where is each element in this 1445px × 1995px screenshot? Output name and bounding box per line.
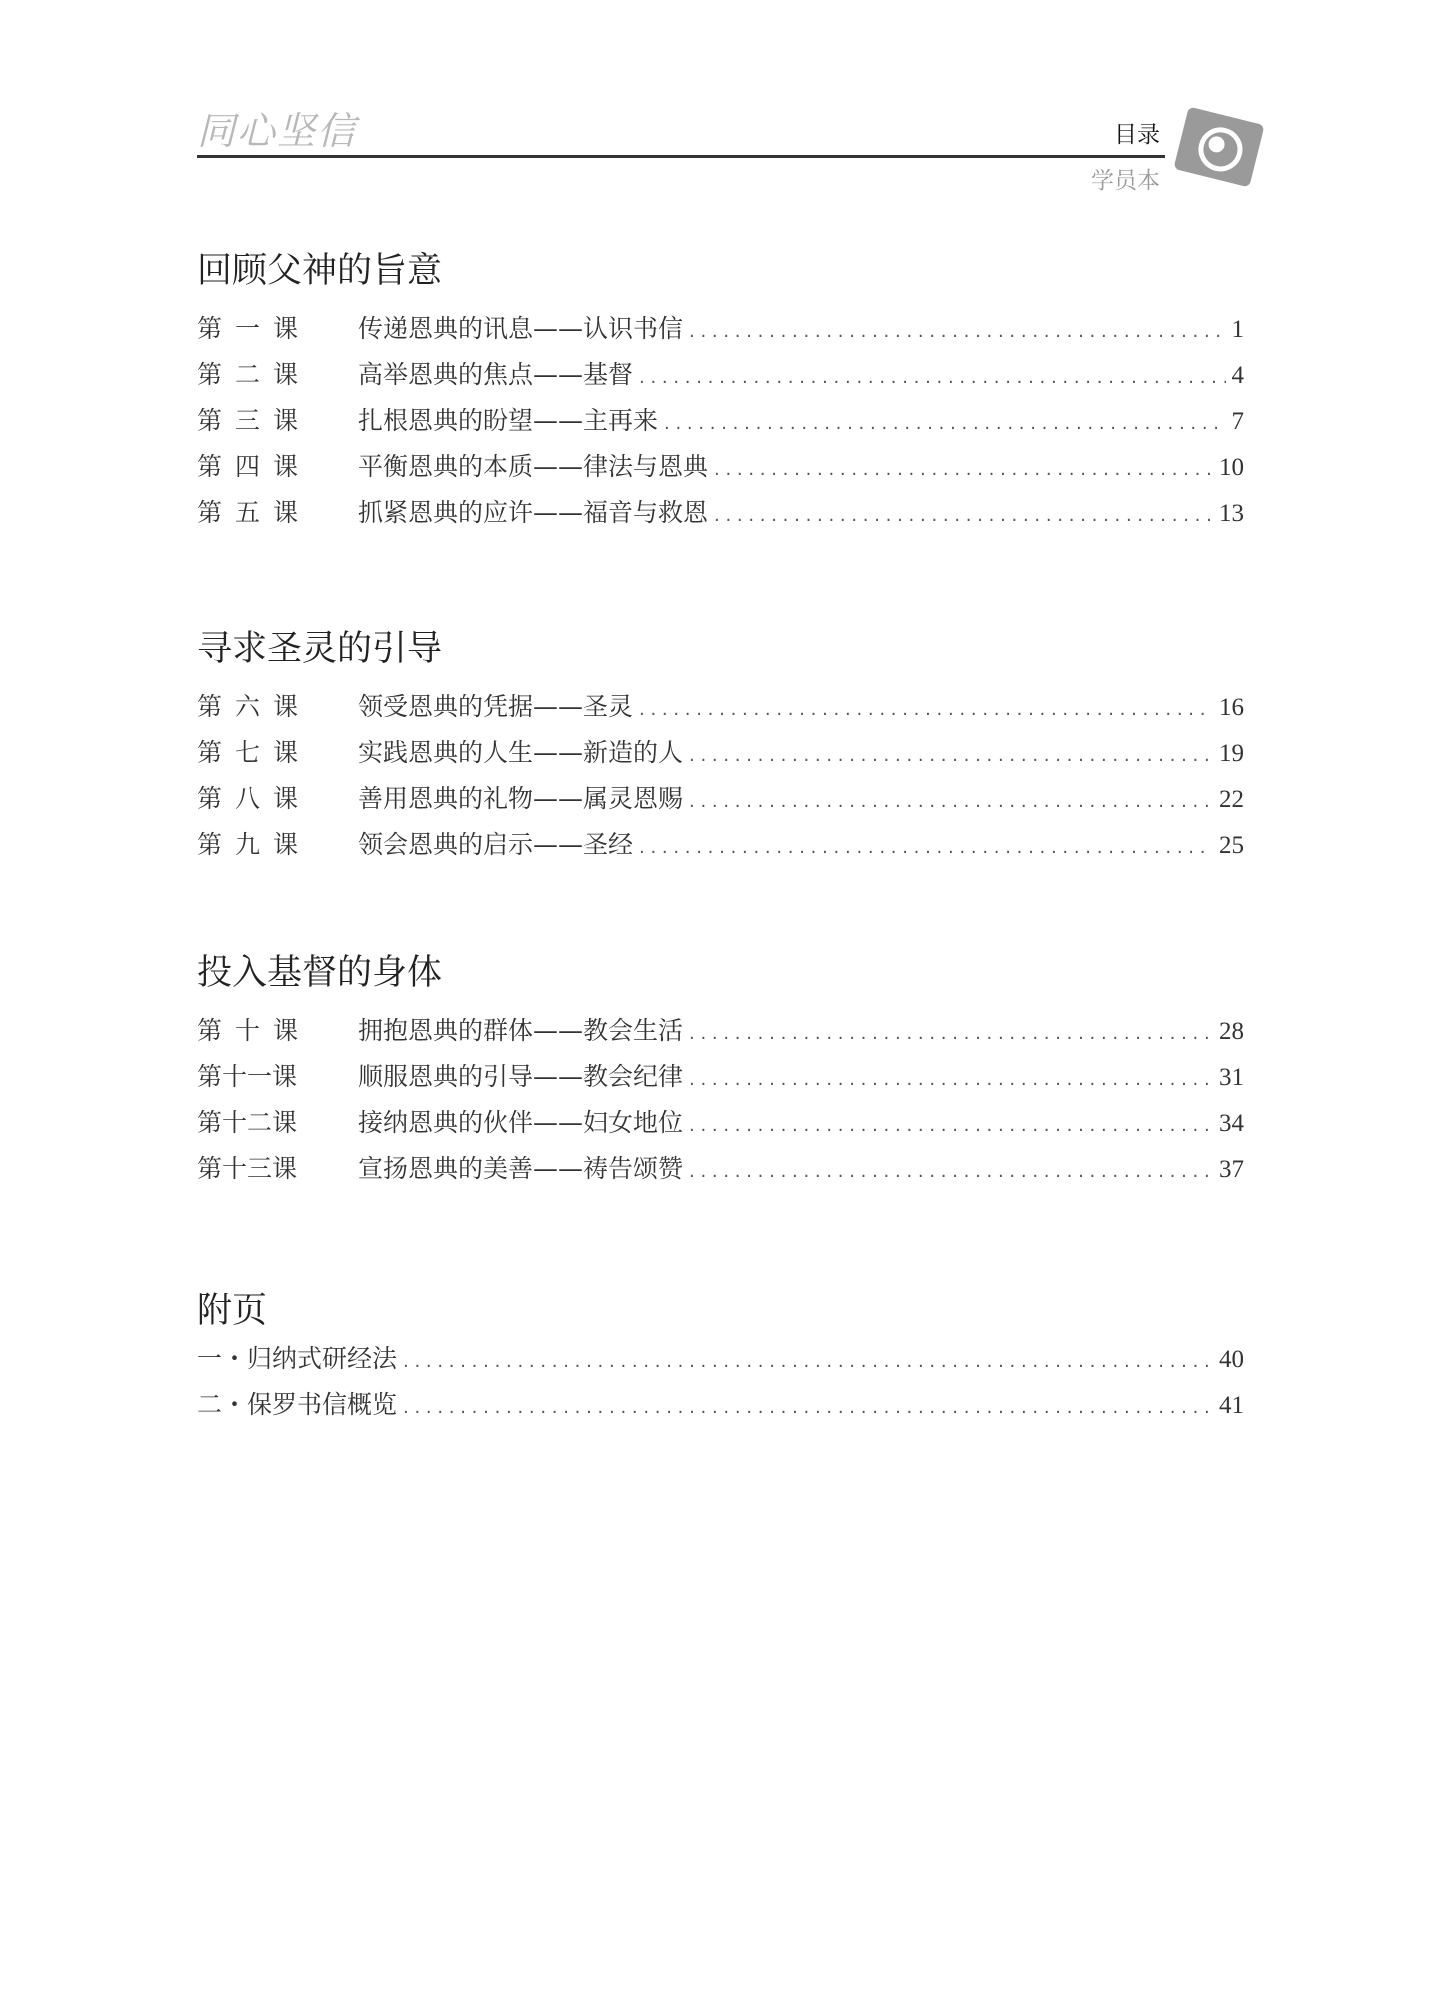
toc-entry[interactable]	[197, 1382, 1244, 1428]
toc-section	[197, 624, 1244, 868]
page-number: 25	[1219, 832, 1244, 859]
entry-title: 传递恩典的讯息——认识书信	[358, 314, 684, 343]
dot-leader	[689, 733, 1213, 779]
dot-leader	[714, 447, 1213, 493]
toc-entry[interactable]	[197, 398, 1244, 444]
entry-title: 高举恩典的焦点——基督	[358, 360, 634, 389]
entry-title: 拥抱恩典的群体——教会生活	[358, 1016, 684, 1045]
entry-title: 领受恩典的凭据——圣灵	[358, 692, 634, 721]
section-title: 附页	[197, 1291, 268, 1331]
lesson-label: 第三课	[197, 406, 312, 435]
lesson-label: 第十三课	[197, 1154, 298, 1183]
page-number: 1	[1231, 316, 1244, 343]
dot-leader	[714, 493, 1213, 539]
entry-title: 二・保罗书信概览	[197, 1390, 398, 1419]
lesson-label: 第六课	[197, 692, 312, 721]
entry-title: 接纳恩典的伙伴——妇女地位	[358, 1108, 684, 1137]
dot-leader	[689, 1149, 1213, 1195]
dot-leader	[689, 779, 1213, 825]
entry-title: 平衡恩典的本质——律法与恩典	[358, 452, 709, 481]
dot-leader	[664, 401, 1225, 447]
dot-leader	[639, 825, 1213, 871]
page-number: 19	[1219, 740, 1244, 767]
entry-title: 实践恩典的人生——新造的人	[358, 738, 684, 767]
header-rule	[197, 155, 1165, 158]
toc-entry[interactable]	[197, 1146, 1244, 1192]
toc-section	[197, 246, 1244, 536]
section-title: 回顾父神的旨意	[197, 251, 443, 291]
toc-entry[interactable]	[197, 306, 1244, 352]
lesson-label: 第十二课	[197, 1108, 298, 1137]
toc-entry[interactable]	[197, 684, 1244, 730]
book-logo: 同心坚信	[197, 109, 358, 153]
dot-leader	[689, 309, 1225, 355]
dot-leader	[403, 1385, 1213, 1431]
lesson-label: 第七课	[197, 738, 312, 767]
toc-entry[interactable]	[197, 490, 1244, 536]
entry-title: 宣扬恩典的美善——祷告颂赞	[358, 1154, 684, 1183]
entry-title: 抓紧恩典的应许——福音与救恩	[358, 498, 709, 527]
entry-title: 一・归纳式研经法	[197, 1344, 398, 1373]
lesson-label: 第一课	[197, 314, 312, 343]
page-number: 7	[1231, 408, 1244, 435]
dot-leader	[689, 1011, 1213, 1057]
toc-entry[interactable]	[197, 822, 1244, 868]
entry-title: 善用恩典的礼物——属灵恩赐	[358, 784, 684, 813]
entry-title: 领会恩典的启示——圣经	[358, 830, 634, 859]
toc-entry[interactable]	[197, 1054, 1244, 1100]
page-number: 34	[1219, 1110, 1244, 1137]
toc-section	[197, 1286, 1244, 1428]
page-number: 37	[1219, 1156, 1244, 1183]
page-number: 28	[1219, 1018, 1244, 1045]
page-number: 10	[1219, 454, 1244, 481]
lesson-label: 第二课	[197, 360, 312, 389]
dot-leader	[639, 355, 1225, 401]
toc-entry[interactable]	[197, 1008, 1244, 1054]
dot-leader	[639, 687, 1213, 733]
dot-leader	[403, 1339, 1213, 1385]
page-number: 22	[1219, 786, 1244, 813]
lesson-label: 第九课	[197, 830, 312, 859]
toc-entry[interactable]	[197, 730, 1244, 776]
toc-entry[interactable]	[197, 352, 1244, 398]
section-title: 寻求圣灵的引导	[197, 629, 443, 669]
toc-section	[197, 948, 1244, 1192]
page-number: 13	[1219, 500, 1244, 527]
entry-title: 扎根恩典的盼望——主再来	[358, 406, 659, 435]
page-title: 目录	[1114, 122, 1160, 148]
section-title: 投入基督的身体	[197, 953, 443, 993]
toc-entry[interactable]	[197, 776, 1244, 822]
toc-entry[interactable]	[197, 1100, 1244, 1146]
dot-leader	[689, 1057, 1213, 1103]
toc-entry[interactable]	[197, 1336, 1244, 1382]
toc-entry[interactable]	[197, 444, 1244, 490]
page-number: 4	[1231, 362, 1244, 389]
lesson-label: 第五课	[197, 498, 312, 527]
page-number: 40	[1219, 1346, 1244, 1373]
page-subtitle: 学员本	[1091, 168, 1160, 194]
entry-title: 顺服恩典的引导——教会纪律	[358, 1062, 684, 1091]
emblem-icon	[1173, 107, 1264, 188]
lesson-label: 第八课	[197, 784, 312, 813]
page-number: 31	[1219, 1064, 1244, 1091]
lesson-label: 第四课	[197, 452, 312, 481]
page-number: 41	[1219, 1392, 1244, 1419]
dot-leader	[689, 1103, 1213, 1149]
lesson-label: 第十一课	[197, 1062, 298, 1091]
page-number: 16	[1219, 694, 1244, 721]
lesson-label: 第十课	[197, 1016, 312, 1045]
